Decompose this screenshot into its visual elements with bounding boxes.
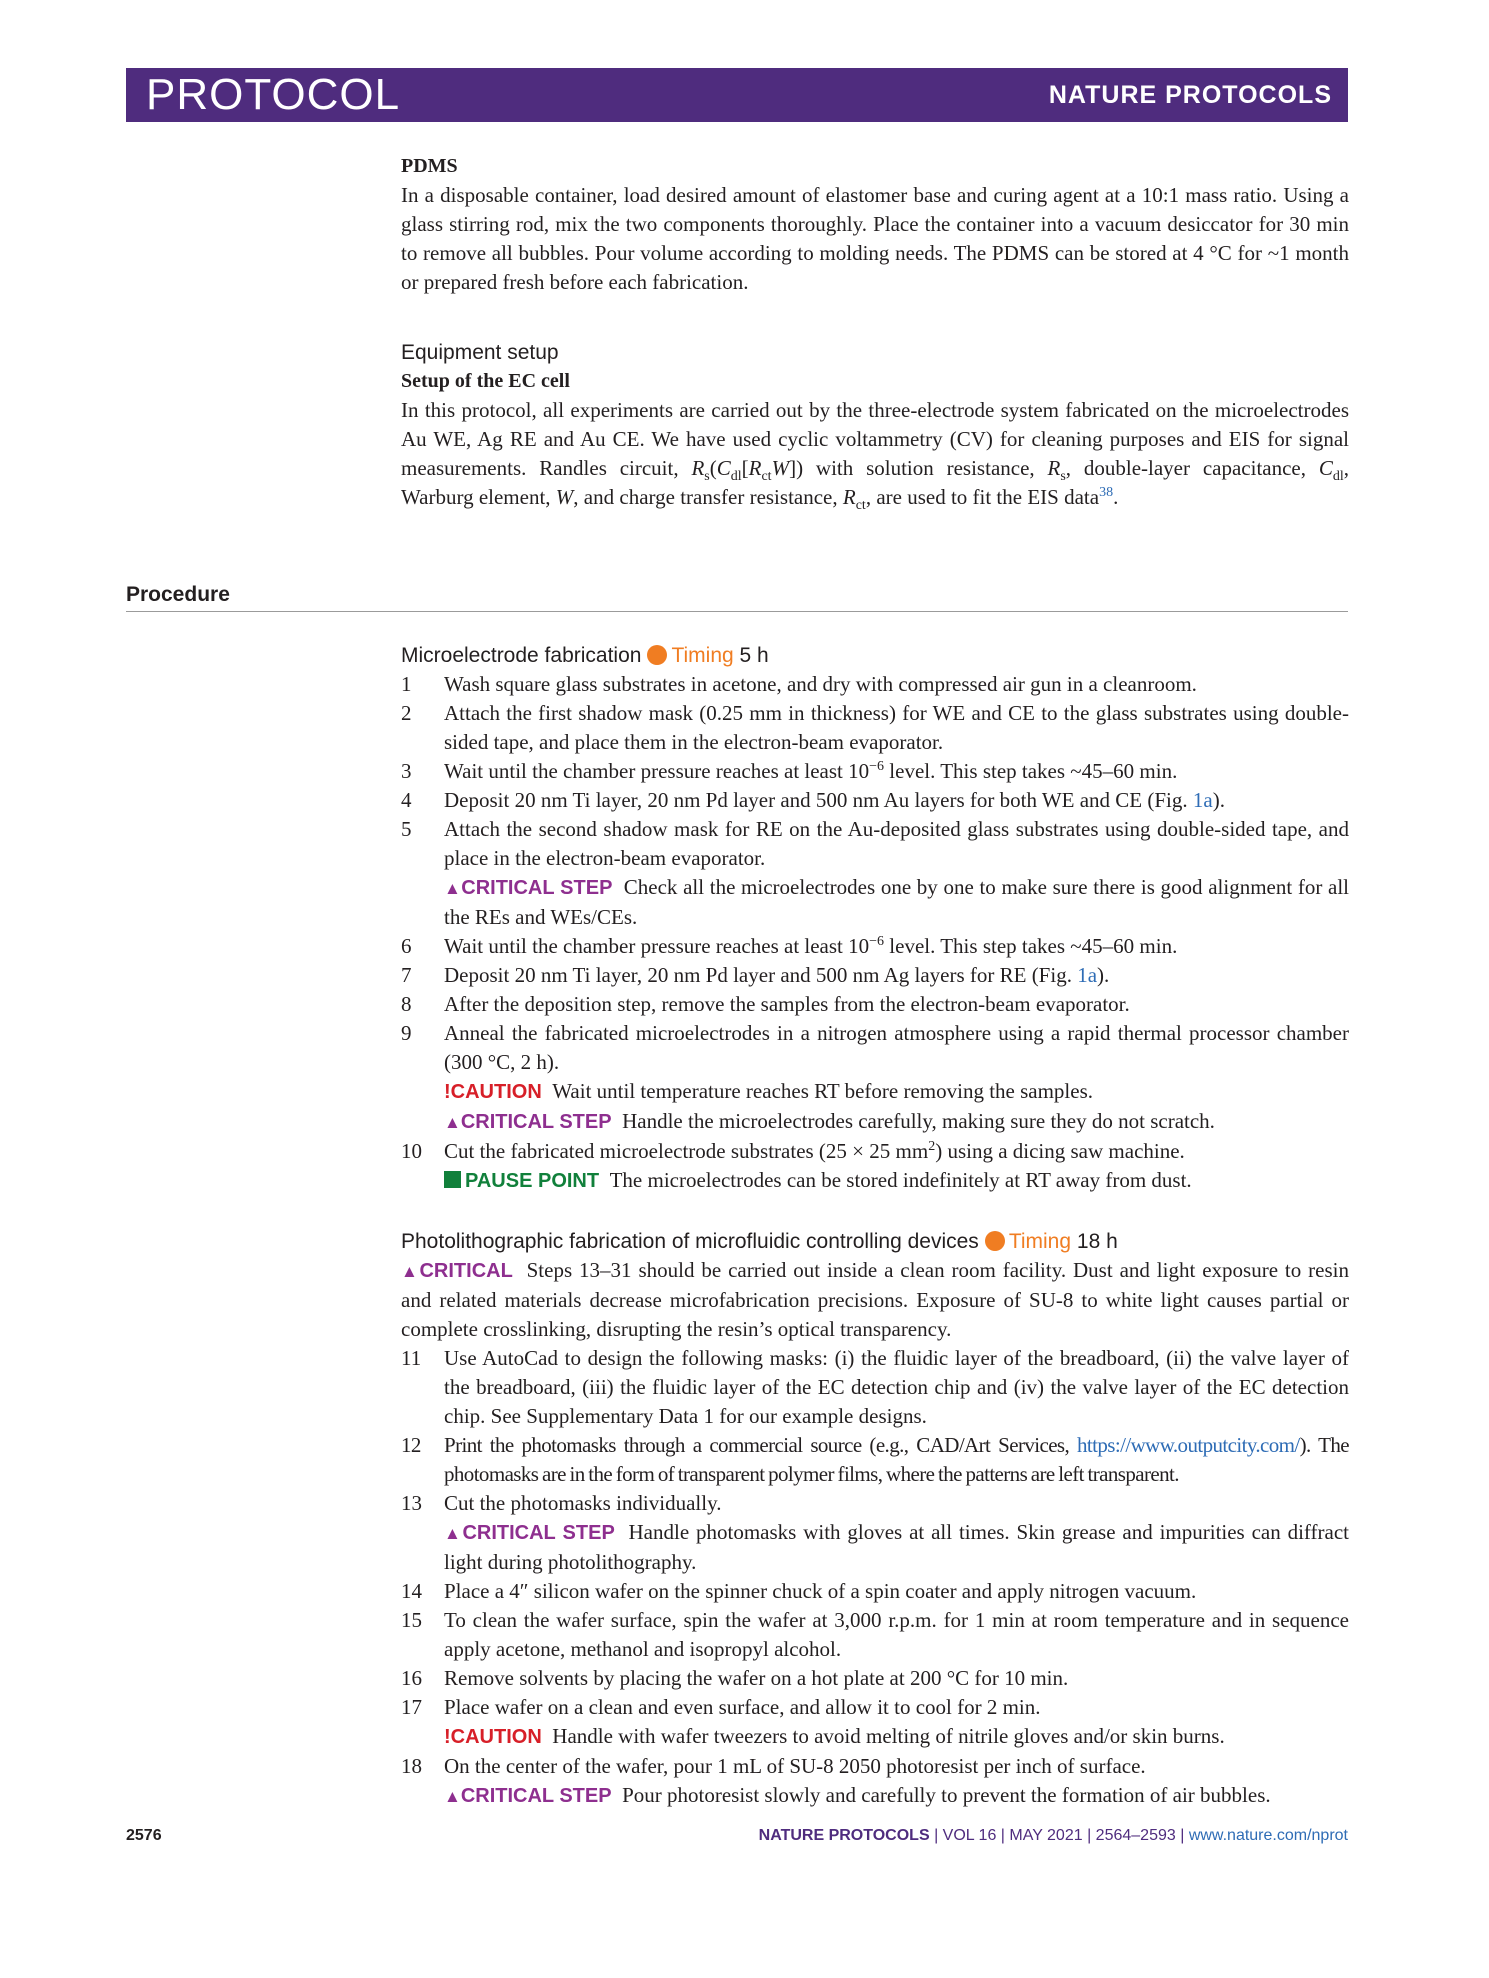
step-9: 9 Anneal the fabricated microelectrodes in a nitrogen atmosphere using a rapid thermal processor chamber (300 °C, 2 h). !CAUTION Wait until temperature reaches RT before removing the samples. ▲CRITICAL STEP Handle the microelectrodes carefully, making sure they do not scratch. [401,1019,1349,1137]
step-8: 8 After the deposition step, remove the samples from the electron-beam evaporator. [401,992,1130,1016]
timing-dot-icon [647,645,667,665]
caution-note: !CAUTION Handle with wafer tweezers to avoid melting of nitrile gloves and/or skin burns. [444,1724,1225,1748]
equipment-subheading: Setup of the EC cell [401,370,570,392]
exclamation-icon: ! [444,1726,451,1748]
step-3: 3 Wait until the chamber pressure reaches at least $10^{-6}$ level. This step takes ~45–60 min. [401,759,1178,783]
caution-note: !CAUTION Wait until temperature reaches RT before removing the samples. [444,1079,1094,1103]
critical-step-note: ▲CRITICAL STEP Pour photoresist slowly and carefully to prevent the formation of air bubbles. [444,1783,1271,1807]
step-7: 7 Deposit 20 nm Ti layer, 20 nm Pd layer and 500 nm Ag layers for RE (Fig. 1a). [401,963,1110,987]
step-17: 17 Place wafer on a clean and even surface, and allow it to cool for 2 min. !CAUTION Handle with wafer tweezers to avoid melting of nitrile gloves and/or skin burns. [401,1693,1349,1752]
triangle-icon: ▲ [444,879,462,898]
header-bar [126,68,1348,122]
microelectrode-section [401,641,1349,1196]
step-6: 6 Wait until the chamber pressure reaches at least $10^{-6}$ level. This step takes ~45–60 min. [401,934,1178,958]
critical-step-note: ▲CRITICAL STEP Handle photomasks with gloves at all times. Skin grease and impurities can diffract light during photolithography. [444,1520,1349,1574]
critical-step-note: ▲CRITICAL STEP Handle the microelectrodes carefully, making sure they do not scratch. [444,1109,1215,1133]
step-10: 10 Cut the fabricated microelectrode substrates (25 × 25 $mm^2$) using a dicing saw machine. PAUSE POINT The microelectrodes can be stored indefinitely at RT away from dust. [401,1137,1349,1196]
pdms-title: PDMS [401,155,458,177]
exclamation-icon: ! [444,1081,451,1103]
photolithography-section [401,1227,1349,1811]
section2-steps [401,1344,1349,1811]
step-15: 15 To clean the wafer surface, spin the wafer at 3,000 r.p.m. for 1 min at room temperature and in sequence apply acetone, methanol and isopropyl alcohol. [401,1608,1349,1661]
section2-heading: Photolithographic fabrication of microfluidic controlling devices Timing 18 h [401,1230,1118,1253]
triangle-icon: ▲ [444,1524,463,1543]
step-14: 14 Place a 4″ silicon wafer on the spinner chuck of a spin coater and apply nitrogen vacuum. [401,1579,1197,1603]
step-5: 5 Attach the second shadow mask for RE on the Au-deposited glass substrates using double-sided tape, and place in the electron-beam evaporator. ▲CRITICAL STEP Check all the microelectrodes one by one to make sure there is good alignment for all the REs and WEs/CEs. [401,815,1349,932]
triangle-icon: ▲ [444,1113,461,1132]
equipment-heading: Equipment setup [401,341,559,364]
procedure-label: Procedure [126,583,230,606]
timing-dot-icon [985,1231,1005,1251]
step-18: 18 On the center of the wafer, pour 1 mL of SU-8 2050 photoresist per inch of surface. ▲CRITICAL STEP Pour photoresist slowly and carefully to prevent the formation of air bubbles. [401,1752,1349,1811]
figure-link[interactable]: 1a [1077,963,1098,987]
figure-link[interactable]: 1a [1192,788,1213,812]
step-1: 1 Wash square glass substrates in acetone, and dry with compressed air gun in a cleanroom. [401,672,1197,696]
footer-citation: NATURE PROTOCOLS | VOL 16 | MAY 2021 | 2564–2593 | www.nature.com/nprot [758,1827,1348,1844]
journal-url-link[interactable]: www.nature.com/nprot [1188,1827,1348,1844]
step-13: 13 Cut the photomasks individually. ▲CRITICAL STEP Handle photomasks with gloves at all times. Skin grease and impurities can diffract light during photolithography. [401,1489,1349,1577]
critical-step-note: ▲CRITICAL STEP Check all the microelectrodes one by one to make sure there is good alignment for all the REs and WEs/CEs. [444,875,1350,929]
pdms-section [401,152,1349,297]
step-11: 11 Use AutoCad to design the following masks: (i) the fluidic layer of the breadboard, (ii) the valve layer of the breadboard, (iii) the fluidic layer of the EC detection chip and (iv) the valve layer of the EC detection chip. See Supplementary Data 1 for our example designs. [401,1346,1349,1428]
equipment-text: In this protocol, all experiments are carried out by the three-electrode system fabricated on the microelectrodes Au WE, Ag RE and Au CE. We have used cyclic voltammetry (CV) for cleaning purposes and EIS for signal measurements. Randles circuit, $R_s(C_{dl}[R_{ct}W])$ with solution resistance, $R_s$, double-layer capacitance, $C_{dl}$, Warburg element, W, and charge transfer resistance, $R_{ct}$, are used to fit the EIS data$^{38}$. [401,398,1349,514]
step-12: 12 Print the photomasks through a commercial source (e.g., CAD/Art Services, https://www.outputcity.com/). The photomasks are in the form of transparent polymer films, where the patterns are left transparent. [401,1433,1349,1486]
step-4: 4 Deposit 20 nm Ti layer, 20 nm Pd layer and 500 nm Au layers for both WE and CE (Fig. 1a). [401,788,1225,812]
section2-critical-note: ▲CRITICAL Steps 13–31 should be carried out inside a clean room facility. Dust and light exposure to resin and related materials decrease microfabrication precisions. Exposure of SU-8 to white light causes partial or complete crosslinking, disrupting the resin’s optical transparency. [401,1258,1349,1341]
equipment-section [401,338,1349,512]
reference-38[interactable]: 38 [1099,485,1114,500]
step-2: 2 Attach the first shadow mask (0.25 mm in thickness) for WE and CE to the glass substrates using double-sided tape, and place them in the electron-beam evaporator. [401,701,1349,754]
header-journal: NATURE PROTOCOLS [1048,81,1332,109]
pdms-text: In a disposable container, load desired amount of elastomer base and curing agent at a 10:1 mass ratio. Using a glass stirring rod, mix the two components thoroughly. Place the container into a vacuum desiccator for 30 min to remove all bubbles. Pour volume according to molding needs. The PDMS can be stored at 4 °C for ~1 month or prepared fresh before each fabrication. [401,183,1349,294]
outputcity-link[interactable]: https://www.outputcity.com/ [1077,1433,1300,1457]
triangle-icon: ▲ [401,1262,420,1281]
section1-heading: Microelectrode fabrication Timing 5 h [401,644,769,667]
triangle-icon: ▲ [444,1787,461,1806]
procedure-divider [126,611,1348,612]
step-16: 16 Remove solvents by placing the wafer on a hot plate at 200 °C for 10 min. [401,1666,1069,1690]
section1-steps [401,670,1349,1196]
pause-square-icon [444,1171,461,1188]
page-number: 2576 [126,1827,162,1844]
header-protocol: PROTOCOL [146,70,401,119]
pause-point-note: PAUSE POINT The microelectrodes can be stored indefinitely at RT away from dust. [444,1166,1349,1196]
